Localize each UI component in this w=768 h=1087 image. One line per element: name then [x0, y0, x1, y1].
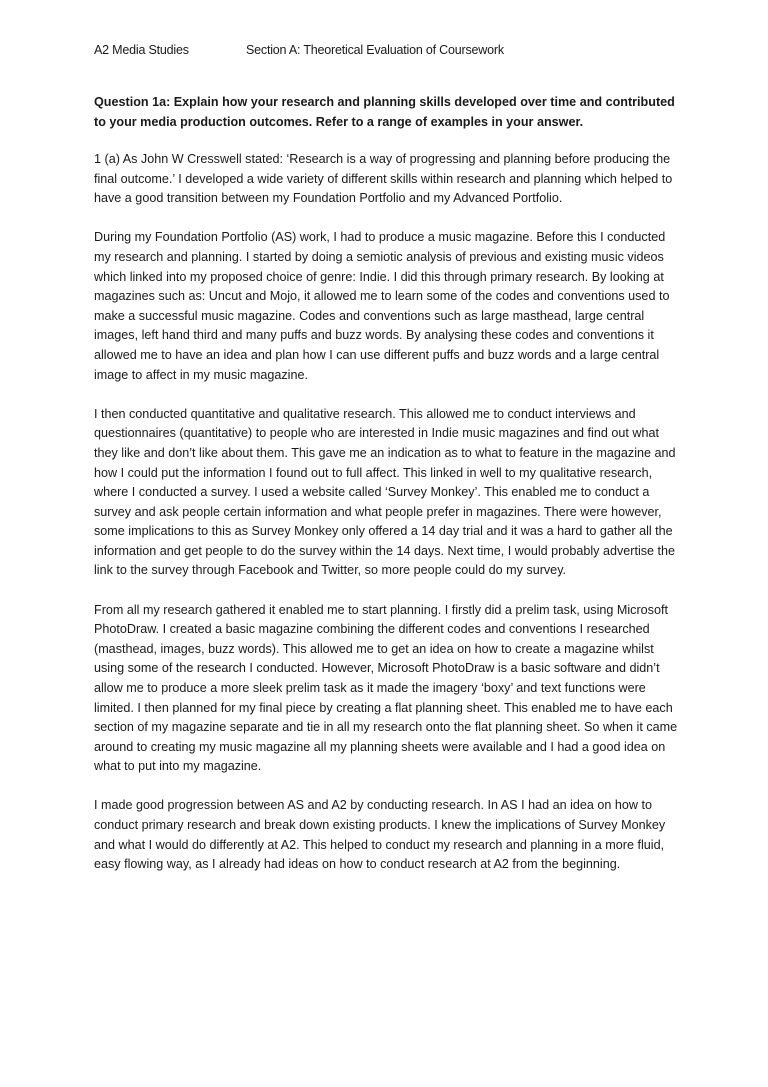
- header-section: Section A: Theoretical Evaluation of Coursework: [246, 43, 504, 57]
- question-heading: Question 1a: Explain how your research and planning skills developed over time and contributed to your media production outcomes. Refer to a range of examples in your answer.: [94, 95, 675, 129]
- page-header: [94, 43, 504, 57]
- document-body: [94, 93, 684, 894]
- paragraph-foundation-portfolio: During my Foundation Portfolio (AS) work, I had to produce a music magazine. Before this I conducted my research and planning. I started by doing a semiotic analysis of previous and existing music videos which linked into my proposed choice of genre: Indie. I did this through primary research. By looking at magazines such as: Uncut and Mojo, it allowed me to learn some of the codes and conventions used to make a successful music magazine. Codes and conventions such as large masthead, large central images, left hand third and many puffs and buzz words. By analysing these codes and conventions it allowed me to have an idea and plan how I can use different puffs and buzz words and a large central image to affect in my music magazine.: [94, 230, 670, 382]
- header-course: A2 Media Studies: [94, 43, 189, 57]
- paragraph-intro: 1 (a) As John W Cresswell stated: ‘Research is a way of progressing and planning before producing the final outcome.’ I developed a wide variety of different skills within research and planning which helped to have a good transition between my Foundation Portfolio and my Advanced Portfolio.: [94, 152, 673, 206]
- paragraph-planning: From all my research gathered it enabled me to start planning. I firstly did a prelim task, using Microsoft PhotoDraw. I created a basic magazine combining the different codes and conventions I researched (masthead, images, buzz words). This allowed me to get an idea on how to create a magazine whilst using some of the research I conducted. However, Microsoft PhotoDraw is a basic software and didn’t allow me to produce a more sleek prelim task as it made the imagery ‘boxy’ and text functions were limited. I then planned for my final piece by creating a flat planning sheet. This enabled me to have each section of my magazine separate and tie in all my research onto the flat planning sheet. So when it came around to creating my music magazine all my planning sheets were available and I had a good idea on what to put into my magazine.: [94, 602, 678, 774]
- paragraph-progression: I made good progression between AS and A2 by conducting research. In AS I had an idea on how to conduct primary research and break down existing products. I knew the implications of Survey Monkey and what I would do differently at A2. This helped to conduct my research and planning in a more fluid, easy flowing way, as I already had ideas on how to conduct research at A2 from the beginning.: [94, 798, 666, 872]
- paragraph-quantitative-qualitative: I then conducted quantitative and qualitative research. This allowed me to conduct interviews and questionnaires (quantitative) to people who are interested in Indie music magazines and find out what they like and don’t like about them. This gave me an indication as to what to feature in the magazine and how I could put the information I found out to full affect. This linked in well to my qualitative research, where I conducted a survey. I used a website called ‘Survey Monkey’. This enabled me to conduct a survey and ask people certain information and what people prefer in magazines. There were however, some implications to this as Survey Monkey only offered a 14 day trial and it was a hard to gather all the information and get people to do the survey within the 14 days. Next time, I would probably advertise the link to the survey through Facebook and Twitter, so more people could do my survey.: [94, 406, 676, 578]
